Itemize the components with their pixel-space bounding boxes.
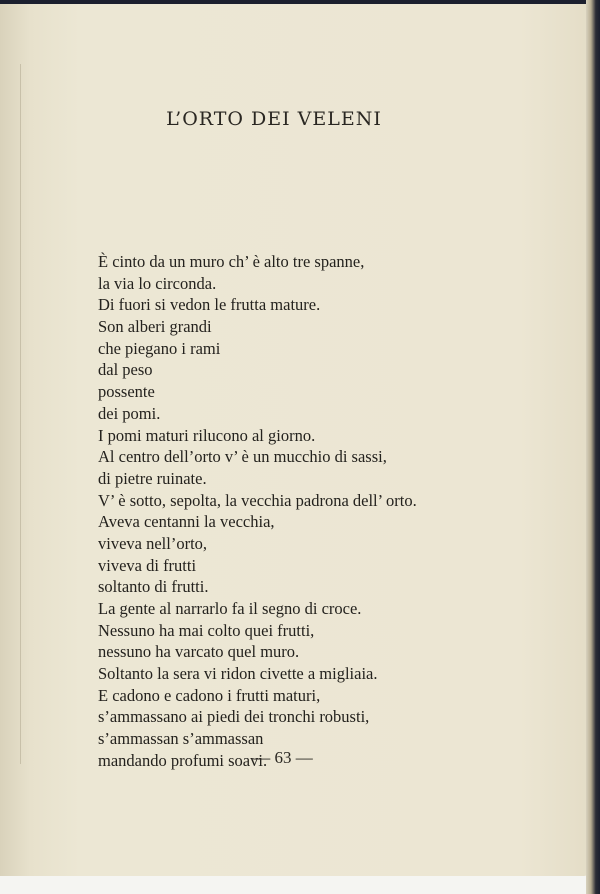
poem-line: viveva nell’orto, bbox=[98, 533, 208, 553]
poem-line: V’ è sotto, sepolta, la vecchia padrona dell’ orto. bbox=[98, 490, 417, 510]
poem-line: mandando profumi soavi. bbox=[98, 750, 268, 770]
page-gutter-fold bbox=[20, 64, 21, 764]
poem-line: di pietre ruinate. bbox=[98, 468, 207, 488]
poem-line: Son alberi grandi bbox=[98, 317, 212, 337]
poem-line: che piegano i rami bbox=[98, 338, 221, 358]
poem-line: Nessuno ha mai colto quei frutti, bbox=[98, 620, 315, 640]
poem-line: Aveva centanni la vecchia, bbox=[98, 512, 275, 532]
poem-line: soltanto di frutti. bbox=[98, 577, 209, 597]
poem-line: E cadono e cadono i frutti maturi, bbox=[98, 685, 321, 705]
poem-line: Di fuori si vedon le frutta mature. bbox=[98, 295, 321, 315]
poem-line: la via lo circonda. bbox=[98, 273, 217, 293]
poem-body bbox=[98, 251, 417, 772]
poem-line: I pomi maturi rilucono al giorno. bbox=[98, 425, 316, 445]
poem-line: dei pomi. bbox=[98, 403, 161, 423]
poem-line: s’ammassan s’ammassan bbox=[98, 729, 264, 749]
poem-line: È cinto da un muro ch’ è alto tre spanne, bbox=[98, 252, 365, 271]
poem-line: possente bbox=[98, 382, 155, 402]
poem-line: Al centro dell’orto v’ è un mucchio di sassi, bbox=[98, 447, 387, 467]
scan-background-right bbox=[586, 0, 600, 894]
poem-line: nessuno ha varcato quel muro. bbox=[98, 642, 300, 662]
poem-title: L’ORTO DEI VELENI bbox=[166, 108, 382, 130]
poem-line: dal peso bbox=[98, 360, 153, 380]
page-number: — 63 — bbox=[253, 748, 313, 767]
book-page bbox=[0, 4, 588, 876]
poem-line: viveva di frutti bbox=[98, 555, 197, 575]
poem-line: La gente al narrarlo fa il segno di croce. bbox=[98, 599, 362, 618]
poem-line: s’ammassano ai piedi dei tronchi robusti, bbox=[98, 707, 370, 727]
poem-line: Soltanto la sera vi ridon civette a migliaia. bbox=[98, 664, 378, 684]
